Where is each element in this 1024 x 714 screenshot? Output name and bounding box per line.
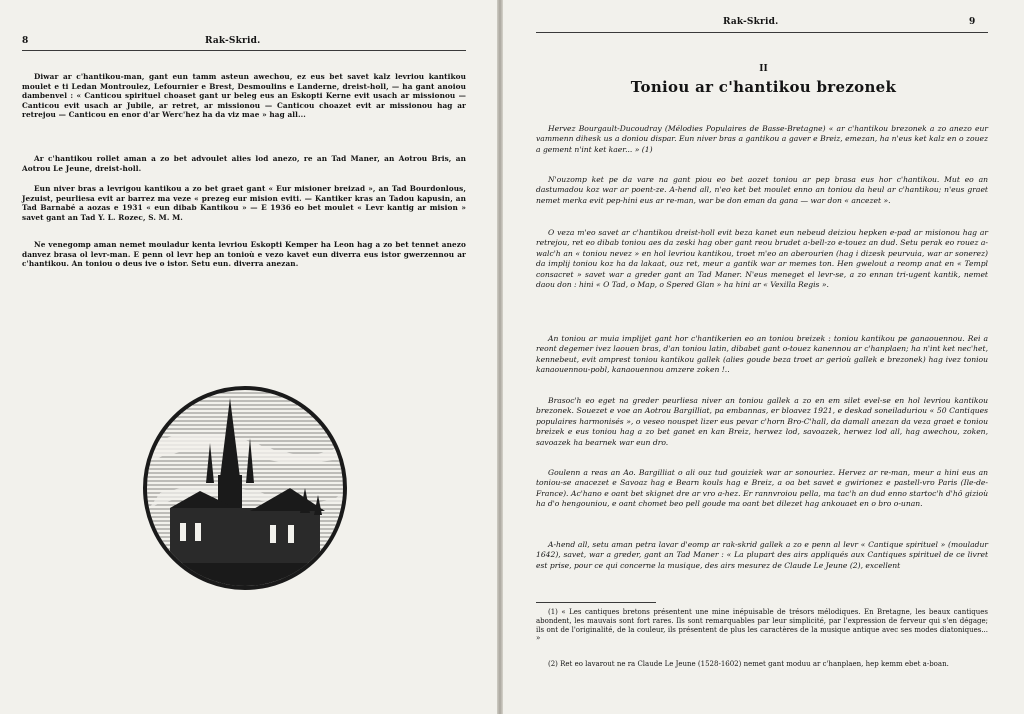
footnote: (2) Ret eo lavarout ne ra Claude Le Jeune (1528-1602) nemet gant moduu ar c'hanplaen, hep kemm ebet a-boan. — [548, 660, 949, 668]
running-head: Rak-Skrid. — [723, 17, 779, 27]
paragraph: N'ouzomp ket pe da vare na gant piou eo bet aozet toniou ar pep brasa eus hor c'hantikou. Mut eo an dastumadou koz war ar poent-ze. A-hend all, n'eo ket bet moulet enno an toniou da heul ar c'hantikou; n'eus graet nemet merka evit pep-hini eus ar re-man, war be don eman da gana — war don « ancezet ». — [536, 175, 988, 205]
right-page — [503, 0, 1024, 714]
paragraph: O veza m'eo savet ar c'hantikou dreist-holl evit beza kanet eun nebeud deiziou hepken e-pad ar misionou hag ar retrejou, ret eo dibab toniou aes da zeski hag ober gant reou brudet a-bell-zo e-touez an dud. Setu perak eo rouez a-walc'h an « toniou nevez » en hol levriou kantikou, troet m'eo an aberourien (hag i dizesk peurvuia, war ar sonerez) da implij toniou koz ha da lakaat, ouz ret, meur a gantik war ar memes ton. Hen gwelout a reomp anat en « Templ consacret » savet war a greder gant an Tad Maner. N'eus meneget el levr-se, a zo ennan tri-ugent kantik, nemet daou don : hini « O Tad, o Map, o Spered Glan » ha hini ar « Vexilla Regis ». — [536, 228, 988, 290]
chapter-number: II — [759, 64, 768, 74]
page-number: 9 — [969, 17, 976, 27]
paragraph: Eun niver bras a levrigou kantikou a zo bet graet gant « Eur misioner breizad », an Tad Bourdonlous, Jezuist, peurliesa evit ar barrez ma veze « prezeg eur mision eviti. — Kantiker kras an Tadou kapusin, an Tad Barnabé a aozas e 1931 « eun dibab Kantikou » — E 1936 eo bet moulet « Levr kantig ar mision » savet gant an Tad Y. L. Rozec, S. M. M. — [22, 184, 466, 222]
header-rule — [22, 50, 466, 51]
left-page — [0, 0, 497, 714]
paragraph: Goulenn a reas an Ao. Bargilliat o ali ouz tud gouiziek war ar sonouriez. Hervez ar re-man, meur a hini eus an toniou-se anacezet e Savoaz hag e Bearn kouls hag e Breiz, a oa bet savet e gwirionez e pastell-vro Paris (Ile-de-France). Ac'hano e oant bet skignet dre ar vro a-hez. Er rannvroiou pella, ma tac'h an dud enno startoc'h d'hô gizioù ha d'o hengouniou, e oant chomet beo pell goude ma oant bet dilezet hag ankouaet en o bro o-unan. — [536, 468, 988, 509]
paragraph: Hervez Bourgault-Ducoudray (Mélodies Populaires de Basse-Bretagne) « ar c'hantikou brezonek a zo anezo eur vammenn dihesk us a doniou dispar. Eun niver bras a gantikou a gaver e Breiz, emezan, ha n'eus ket kalz en o zouez a gement n'int ket kaer... » (1) — [536, 124, 988, 154]
paragraph: An toniou ar muia implijet gant hor c'hantikerien eo an toniou breizek : toniou kantikou pe ganaouennou. Rei a reont degemer ivez laouen bras, d'an toniou latin, dibabet gant o-touez kanennou ar c'hanplaen; ha n'int ket nec'het, kennebeut, evit amprest toniou kantikou gallek (alies goude beza troet ar gerioù gallek e brezonek) hag ivez toniou kanaouennou-pobl, kanaouennou amzere zoken !.. — [536, 334, 988, 375]
paragraph: Brasoc'h eo eget na greder peurliesa niver an toniou gallek a zo en em silet evel-se en hol levriou kantikou brezonek. Souezet e voe an Aotrou Bargilliat, pa embannas, er bloavez 1921, e deskad soneiladuriou « 50 Cantiques populaires harmonisés », o veseo nouspet lizer eus pevar c'horn Bro-C'hall, da damall anezan da veza graet e toniou breizek e eus toniou hag a zo bet ganet en kan Breiz, herwez lod, savoazek, herwez lod all, hag awechou, zoken, savoazek ha bearnek war eun dro. — [536, 396, 988, 447]
chapter-title: Toniou ar c'hantikou brezonek — [630, 78, 897, 96]
running-head: Rak-Skrid. — [205, 36, 261, 46]
footnote: (1) « Les cantiques bretons présentent une mine inépuisable de trésors mélodiques. En Bretagne, les beaux cantiques abondent, les mauvais sont fort rares. Ils sont remarquables par leur simplicité, par l'expression de ferveur qui s'en dégage; ils ont de l'originalité, de la couleur, ils présentent de plus les caractères de la musique antique avec ses modes diatoniques... » — [536, 608, 988, 643]
paragraph: A-hend all, setu aman petra lavar d'eomp ar rak-skrid gallek a zo e penn al levr « Cantique spirituel » (mouladur 1642), savet, war a greder, gant an Tad Maner : « La plupart des airs appliqués aux Cantiques spirituel de ce livret est prise, pour ce qui concerne la musique, des airs mesurez de Claude Le Jeune (2), excellent — [536, 540, 988, 570]
paragraph: Ne venegomp aman nemet mouladur kenta levriou Eskopti Kemper ha Leon hag a zo bet tennet anezo danvez brasa ol levr-man. E penn ol levr hep an tonioù e vezo kavet eun diverra eus istor gwerzennou ar c'hantikou. An toniou o deus ive o istor. Setu eun. diverra anezan. — [22, 240, 466, 269]
church-vignette-icon — [140, 383, 350, 593]
page-number: 8 — [22, 36, 29, 46]
paragraph: Ar c'hantikou rollet aman a zo bet advoulet alies lod anezo, re an Tad Maner, an Aotrou Bris, an Aotrou Le Jeune, dreist-holl. — [22, 154, 466, 173]
header-rule — [536, 32, 988, 33]
paragraph: Diwar ar c'hantikou-man, gant eun tamm asteun awechou, ez eus bet savet kalz levriou kantikou moulet e ti Ledan Montroulez, Lefournier e Brest, Desmoulins e Landerne, dreist-holl, — ha gant anoiou dambenvel : « Canticou spirituel choaset gant ur beleg eus an Eskopti Kerne evit usach ar missionou — Canticou evit usach ar Jubile, ar retret, ar missionou — Canticou choazet evit ar missionou hag ar retrejou — Canticou en enor d'ar Werc'hez ha da viz mae » hag all... — [22, 72, 466, 120]
footnote-rule — [536, 602, 656, 603]
